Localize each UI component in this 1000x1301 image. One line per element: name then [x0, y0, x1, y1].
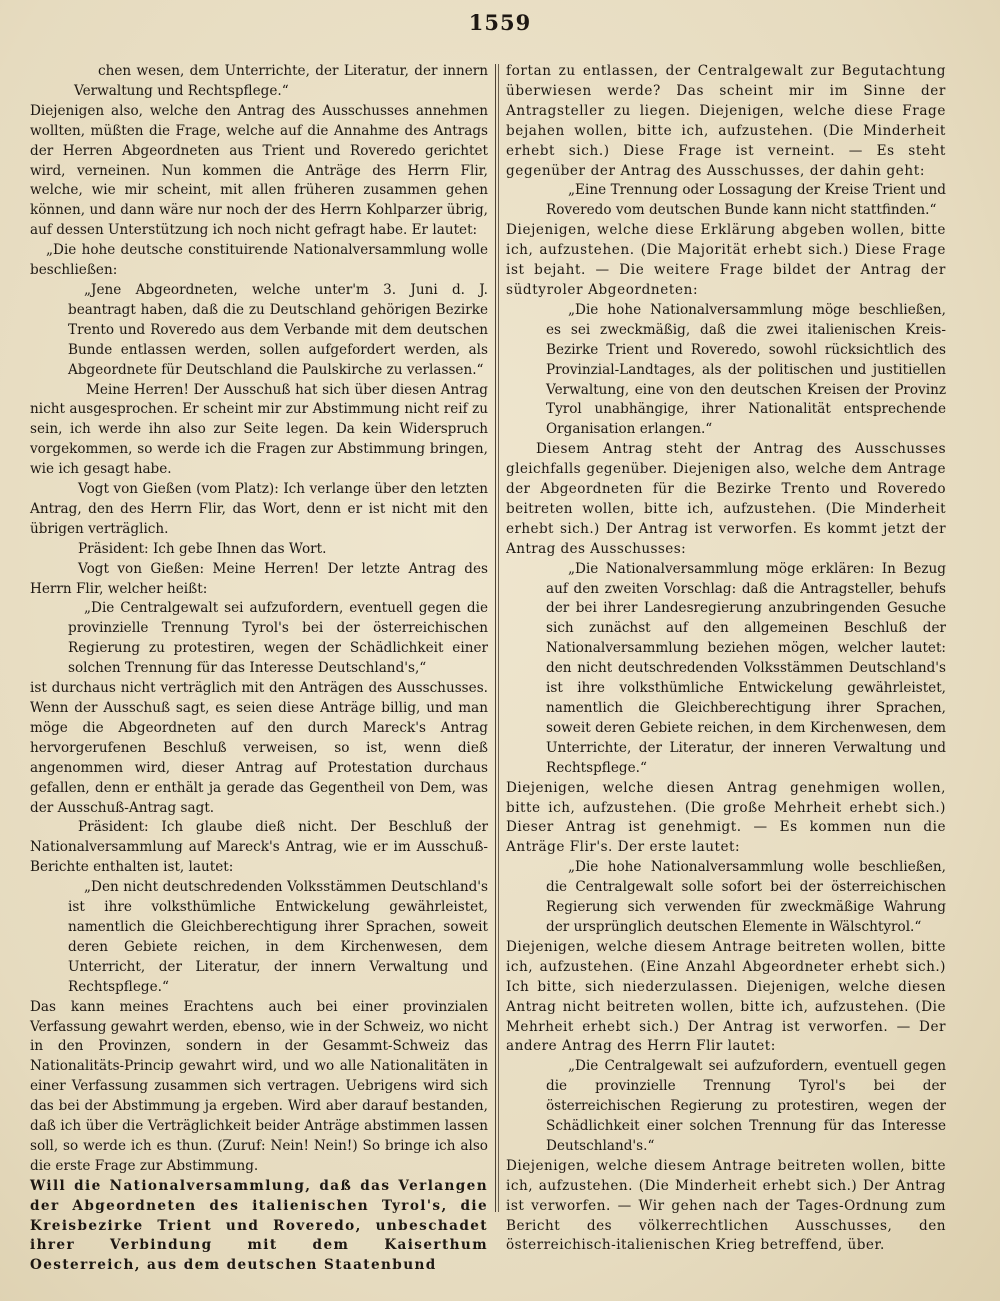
paragraph: Meine Herren! Der Ausschuß hat sich über diesen Antrag nicht ausgesprochen. Er scheint mir zur Abstimmung nicht reif zu sein, ich werde ihn also zur Seite legen. Da kein Widerspruch vorgekommen, so werde ich die Fragen zur Abstimmung bringen, wie ich gesagt habe.	[30, 381, 488, 478]
paragraph: chen wesen, dem Unterrichte, der Literatur, der innern Verwaltung und Rechtspflege.“	[74, 63, 488, 99]
paragraph: Diejenigen, welche diesen Antrag genehmigen wollen, bitte ich, aufzustehen. (Die große Mehrheit erhebt sich.) Dieser Antrag ist genehmigt. — Es kommen nun die Anträge Flir's. Der erste lautet:	[506, 779, 946, 856]
speaker-paragraph: Vogt von Gießen: Meine Herren! Der letzte Antrag des Herrn Flir, welcher heißt:	[30, 560, 488, 597]
speaker-paragraph: Präsident: Ich gebe Ihnen das Wort.	[78, 540, 327, 557]
speaker-paragraph: Vogt von Gießen (vom Platz): Ich verlange über den letzten Antrag, den des Herrn Flir, das Wort, denn er ist nicht mit den übrigen verträglich.	[30, 481, 488, 537]
left-column	[30, 62, 488, 1276]
paragraph: Diesem Antrag steht der Antrag des Ausschusses gleichfalls gegenüber. Diejenigen also, welche dem Antrage der Abgeordneten für die Bezirke Trento und Roveredo beitreten wollen, bitte ich, aufzustehen. (Die Minderheit erhebt sich.) Der Antrag ist verworfen. Es kommt jetzt der Antrag des Ausschusses:	[506, 441, 946, 557]
quote: „Die Nationalversammlung möge erklären: In Bezug auf den zweiten Vorschlag: daß die Antragsteller, behufs der bei ihrer Landesregierung anzubringenden Gesuche sich zunächst auf den allgemeinen Beschluß der Nationalversammlung beziehen mögen, welcher lautet: den nicht deutschredenden Volksstämmen Deutschland's ist ihre volksthümliche Entwickelung gewährleistet, namentlich die Gleichberechtigung ihrer Sprachen, soweit deren Gebiete reichen, in dem Kirchenwesen, dem Unterrichte, der Literatur, der inneren Verwaltung und Rechtspflege.“	[546, 560, 946, 776]
speaker-paragraph: Präsident: Ich glaube dieß nicht. Der Beschluß der Nationalversammlung auf Mareck's Antrag, wie er im Ausschuß-Berichte enthalten ist, lautet:	[30, 819, 488, 876]
quote: „Den nicht deutschredenden Volksstämmen Deutschland's ist ihre volksthümliche Entwickelung gewährleistet, namentlich die Gleichberechtigung ihrer Sprachen, soweit deren Gebiete reichen, in dem Kirchenwesen, dem Unterricht, der Literatur, der innern Verwaltung und Rechtspflege.“	[68, 879, 488, 995]
page-number: 1559	[468, 10, 532, 35]
quote: „Die Centralgewalt sei aufzufordern, eventuell gegen die provinzielle Trennung Tyrol's bei der österreichischen Regierung zu protestiren, wegen der Schädlichkeit einer solchen Trennung für das Interesse Deutschland's,“	[68, 600, 488, 677]
paragraph: ist durchaus nicht verträglich mit den Anträgen des Ausschusses. Wenn der Ausschuß sagt, es seien diese Anträge billig, und man möge die Abgeordneten auf den durch Mareck's Antrag hervorgerufenen Beschluß verweisen, so ist, wenn dieß angenommen wird, dieser Antrag auf Protestation durchaus gefallen, denn er enthält ja gerade das Gegentheil von Dem, was der Ausschuß-Antrag sagt.	[30, 680, 488, 816]
paragraph: Diejenigen also, welche den Antrag des Ausschusses annehmen wollten, müßten die Frage, welche auf die Annahme des Antrags der Herren Abgeordneten aus Trient und Roveredo gerichtet wird, verneinen. Nun kommen die Anträge des Herrn Flir, welche, wie mir scheint, mit allen früheren zusammen gehen können, und dann wäre nur noch der des Herrn Kohlparzer übrig, auf dessen Unterstützung ich noch nicht gefragt habe. Er lautet:	[30, 102, 488, 239]
quote: „Jene Abgeordneten, welche unter'm 3. Juni d. J. beantragt haben, daß die zu Deutschland gehörigen Bezirke Trento und Roveredo aus dem Verbande mit dem deutschen Bunde entlassen werden, sollen aufgefordert werden, als Abgeordnete für Deutschland die Paulskirche zu verlassen.“	[68, 281, 488, 378]
column-divider-inner	[498, 64, 499, 1212]
right-column	[506, 62, 946, 1256]
paragraph: Das kann meines Erachtens auch bei einer provinzialen Verfassung gewahrt werden, ebenso, wie in der Schweiz, wo nicht in den Provinzen, sondern in der Gesammt-Schweiz das Nationalitäts-Princip gewahrt wird, und wo alle Nationalitäten in einer Verfassung zusammen sich vertragen. Uebrigens wird sich das bei der Abstimmung ja ergeben. Wird aber darauf bestanden, daß ich über die Verträglichkeit beider Anträge abstimmen lassen soll, so werde ich es thun. (Zuruf: Nein! Nein!) So bringe ich also die erste Frage zur Abstimmung.	[30, 998, 488, 1174]
column-divider	[495, 64, 496, 1212]
paragraph: fortan zu entlassen, der Centralgewalt zur Begutachtung überwiesen werde? Das scheint mir im Sinne der Antragsteller zu liegen. Diejenigen, welche diese Frage bejahen wollen, bitte ich, aufzustehen. (Die Minderheit erhebt sich.) Diese Frage ist verneint. — Es steht gegenüber der Antrag des Ausschusses, der dahin geht:	[506, 63, 946, 179]
paragraph: Diejenigen, welche diesem Antrage beitreten wollen, bitte ich, aufzustehen. (Eine Anzahl Abgeordneter erhebt sich.) Ich bitte, sich niederzulassen. Diejenigen, welche diesen Antrag nicht beitreten wollen, bitte ich, aufzustehen. (Die Mehrheit erhebt sich.) Der Antrag ist verworfen. — Der andere Antrag des Herrn Flir lautet:	[506, 938, 946, 1055]
paragraph: Diejenigen, welche diese Erklärung abgeben wollen, bitte ich, aufzustehen. (Die Majorität erhebt sich.) Diese Frage ist bejaht. — Die weitere Frage bildet der Antrag der südtyroler Abgeordneten:	[506, 222, 946, 298]
quote: „Die Centralgewalt sei aufzufordern, eventuell gegen die provinzielle Trennung Tyrol's bei der österreichischen Regierung zu protestiren, wegen der Schädlichkeit einer solchen Trennung für das Interesse Deutschland's.“	[546, 1058, 946, 1154]
quote: „Eine Trennung oder Lossagung der Kreise Trient und Roveredo vom deutschen Bunde kann nicht stattfinden.“	[546, 182, 946, 219]
question-paragraph: Will die Nationalversammlung, daß das Verlangen der Abgeordneten des italienischen Tyrol's, die Kreisbezirke Trient und Roveredo, unbeschadet ihrer Verbindung mit dem Kaiserthum Oesterreich, aus dem deutschen Staatenbund	[30, 1177, 488, 1274]
quote: „Die hohe Nationalversammlung möge beschließen, es sei zweckmäßig, daß die zwei italienischen Kreis-Bezirke Trient und Roveredo, sowohl rücksichtlich des Provinzial-Landtages, als der politischen und justitiellen Verwaltung, eine von den deutschen Kreisen der Provinz Tyrol unabhängige, ihrer Nationalität entsprechende Organisation erlangen.“	[546, 301, 946, 438]
quote-intro: „Die hohe deutsche constituirende Nationalversammlung wolle beschließen:	[30, 242, 488, 279]
quote: „Die hohe Nationalversammlung wolle beschließen, die Centralgewalt solle sofort bei der österreichischen Regierung sich verwenden für zweckmäßige Wahrung der ursprünglich deutschen Elemente in Wälschtyrol.“	[546, 859, 946, 935]
paragraph: Diejenigen, welche diesem Antrage beitreten wollen, bitte ich, aufzustehen. (Die Minderheit erhebt sich.) Der Antrag ist verworfen. — Wir gehen nach der Tages-Ordnung zum Bericht des völkerrechtlichen Ausschusses, den österreichisch-italienischen Krieg betreffend, über.	[506, 1157, 946, 1254]
